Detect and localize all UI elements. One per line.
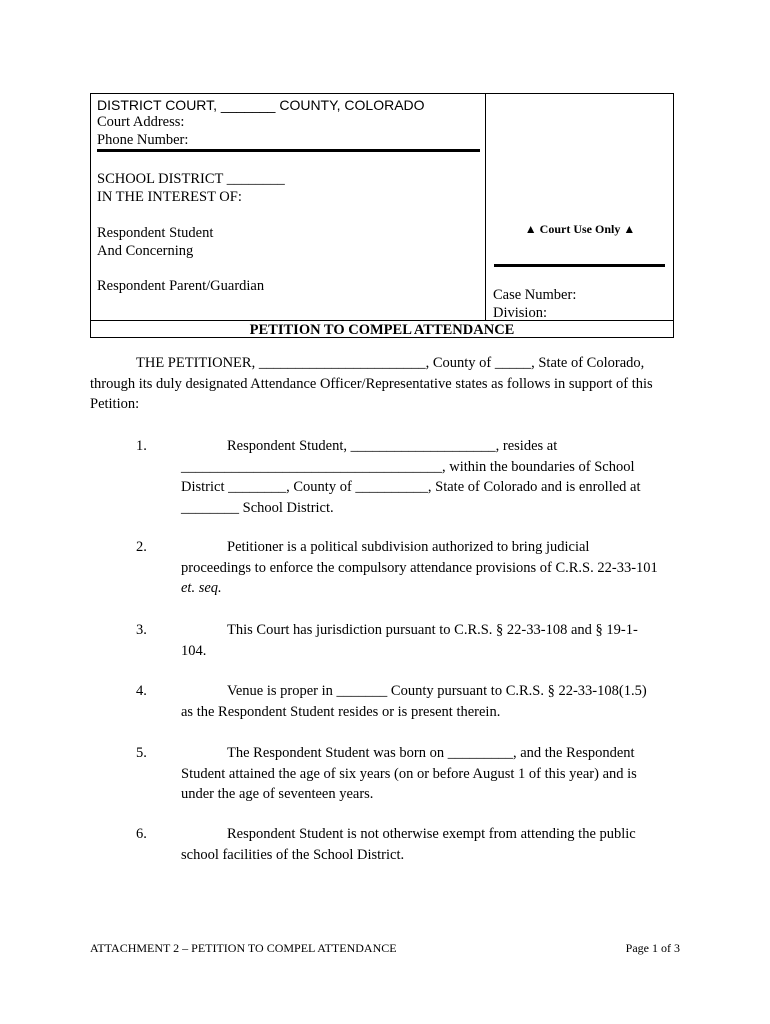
document-title: PETITION TO COMPEL ATTENDANCE	[91, 320, 673, 338]
paragraph-1	[181, 436, 681, 518]
paragraph-line: proceedings to enforce the compulsory attendance provisions of C.R.S. 22-33-101	[181, 559, 658, 576]
court-address-label: Court Address:	[97, 114, 185, 130]
intro-line-2: through its duly designated Attendance Officer/Representative states as follows in support of this	[90, 375, 653, 392]
paragraph-number: 6.	[136, 826, 147, 842]
intro-line-1: THE PETITIONER, _______________________, County of _____, State of Colorado,	[136, 355, 645, 371]
paragraph-line: Respondent Student, ____________________, resides at	[227, 438, 558, 454]
paragraph-line: school facilities of the School District.	[181, 846, 405, 863]
paragraph-line: This Court has jurisdiction pursuant to C.R.S. § 22-33-108 and § 19-1-	[227, 622, 638, 638]
paragraph-number: 3.	[136, 622, 147, 638]
court-use-column	[486, 94, 674, 320]
footer-page-number: Page 1 of 3	[625, 941, 680, 955]
paragraph-line-italic: et. seq.	[181, 580, 222, 596]
paragraph-line: Venue is proper in _______ County pursuant to C.R.S. § 22-33-108(1.5)	[227, 683, 647, 699]
paragraph-2	[181, 537, 681, 599]
paragraph-line: Respondent Student is not otherwise exempt from attending the public	[227, 826, 636, 842]
respondent-parent-label: Respondent Parent/Guardian	[97, 278, 265, 294]
paragraph-line: District ________, County of __________, State of Colorado and is enrolled at	[181, 479, 641, 495]
school-district-label: SCHOOL DISTRICT ________	[97, 171, 285, 187]
paragraph-line: Petitioner is a political subdivision authorized to bring judicial	[227, 539, 590, 555]
paragraph-number: 5.	[136, 745, 147, 761]
paragraph-line: ____________________________________, within the boundaries of School	[181, 458, 635, 475]
paragraph-number: 4.	[136, 683, 147, 699]
respondent-student-label: Respondent Student	[97, 225, 214, 241]
court-heading: DISTRICT COURT, _______ COUNTY, COLORADO	[97, 97, 425, 113]
footer-attachment-label: ATTACHMENT 2 – PETITION TO COMPEL ATTENDANCE	[90, 941, 397, 955]
case-number-label: Case Number:	[493, 287, 577, 303]
court-use-only-label: ▲ Court Use Only ▲	[524, 222, 636, 236]
paragraph-number: 1.	[136, 438, 147, 454]
caption-box	[90, 93, 674, 338]
caption-party-column	[91, 94, 486, 320]
paragraph-number: 2.	[136, 539, 147, 555]
caption-divider-rule	[97, 149, 480, 152]
paragraph-line: Student attained the age of six years (on or before August 1 of this year) and is	[181, 765, 637, 782]
paragraph-4	[181, 681, 681, 722]
paragraph-6	[181, 824, 681, 865]
paragraph-line: as the Respondent Student resides or is present therein.	[181, 703, 501, 720]
paragraph-line: under the age of seventeen years.	[181, 786, 374, 802]
paragraph-line: The Respondent Student was born on _________, and the Respondent	[227, 745, 635, 761]
paragraph-3	[181, 620, 681, 661]
paragraph-5	[181, 743, 681, 805]
and-concerning-label: And Concerning	[97, 243, 194, 259]
division-label: Division:	[493, 305, 547, 321]
intro-line-3: Petition:	[90, 396, 140, 412]
court-use-rule	[494, 264, 665, 267]
interest-of-label: IN THE INTEREST OF:	[97, 189, 242, 205]
paragraph-line: 104.	[181, 642, 207, 659]
phone-number-label: Phone Number:	[97, 132, 189, 148]
paragraph-line: ________ School District.	[181, 499, 334, 516]
